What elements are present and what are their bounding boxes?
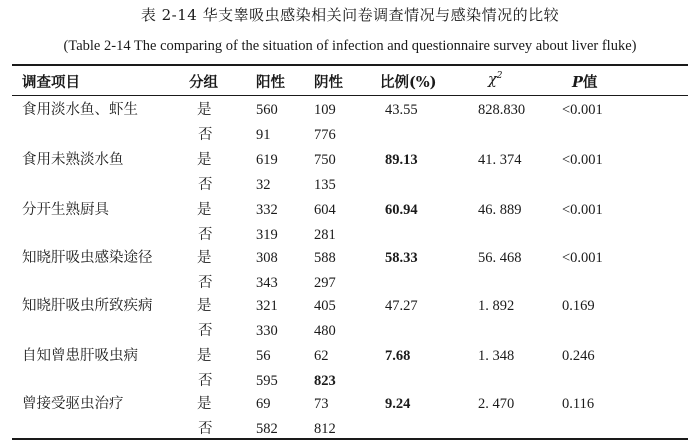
row-p-value: <0.001 — [562, 202, 603, 218]
row-ratio: 43.55 — [385, 102, 418, 118]
row-group-no: 否 — [198, 177, 213, 193]
row-survey-item: 食用未熟淡水鱼 — [22, 152, 124, 168]
row-group-no: 否 — [198, 227, 213, 243]
row-group-yes: 是 — [197, 202, 212, 218]
row-p-value: <0.001 — [562, 102, 603, 118]
row-negative-yes: 62 — [314, 348, 329, 364]
row-survey-item: 食用淡水鱼、虾生 — [22, 102, 138, 118]
row-negative-no: 812 — [314, 421, 336, 437]
header-ratio: 比例(%) — [380, 74, 437, 91]
row-negative-yes: 73 — [314, 396, 329, 412]
row-negative-yes: 604 — [314, 202, 336, 218]
row-p-value: <0.001 — [562, 250, 603, 266]
row-survey-item: 知晓肝吸虫所致疾病 — [22, 298, 153, 314]
p-letter: P — [572, 74, 583, 91]
row-group-no: 否 — [198, 323, 213, 339]
row-group-yes: 是 — [197, 102, 212, 118]
row-negative-yes: 405 — [314, 298, 336, 314]
row-negative-no: 823 — [314, 373, 336, 389]
row-ratio: 60.94 — [385, 202, 418, 218]
row-group-no: 否 — [198, 373, 213, 389]
header-group: 分组 — [189, 74, 218, 91]
row-group-yes: 是 — [197, 348, 212, 364]
row-group-no: 否 — [198, 275, 213, 291]
row-negative-yes: 750 — [314, 152, 336, 168]
row-positive-no: 595 — [256, 373, 278, 389]
row-chi-square: 56. 468 — [478, 250, 522, 266]
row-ratio: 89.13 — [385, 152, 418, 168]
row-chi-square: 41. 374 — [478, 152, 522, 168]
row-positive-no: 582 — [256, 421, 278, 437]
chi-symbol: χ — [488, 71, 497, 88]
row-positive-yes: 560 — [256, 102, 278, 118]
row-negative-no: 776 — [314, 127, 336, 143]
row-chi-square: 1. 348 — [478, 348, 515, 364]
row-ratio: 7.68 — [385, 348, 411, 364]
row-p-value: 0.116 — [562, 396, 595, 412]
row-group-yes: 是 — [197, 396, 212, 412]
row-p-value: 0.169 — [562, 298, 595, 314]
row-positive-no: 32 — [256, 177, 271, 193]
chi-superscript: 2 — [496, 71, 503, 81]
row-positive-yes: 619 — [256, 152, 278, 168]
header-p-value — [572, 71, 597, 92]
row-p-value: <0.001 — [562, 152, 603, 168]
row-survey-item: 知晓肝吸虫感染途径 — [22, 250, 153, 266]
row-group-no: 否 — [198, 421, 213, 437]
row-p-value: 0.246 — [562, 348, 595, 364]
row-negative-no: 135 — [314, 177, 336, 193]
row-chi-square: 46. 889 — [478, 202, 522, 218]
row-positive-yes: 308 — [256, 250, 278, 266]
header-survey-item: 调查项目 — [22, 74, 80, 91]
row-positive-no: 343 — [256, 275, 278, 291]
row-negative-yes: 588 — [314, 250, 336, 266]
table-caption-english: (Table 2-14 The comparing of the situation of infection and questionnaire survey about liver fluke) — [63, 38, 637, 54]
row-survey-item: 曾接受驱虫治疗 — [22, 396, 124, 412]
row-chi-square: 1. 892 — [478, 298, 515, 314]
row-negative-no: 480 — [314, 323, 336, 339]
row-positive-no: 91 — [256, 127, 271, 143]
row-ratio: 9.24 — [385, 396, 411, 412]
row-negative-no: 281 — [314, 227, 336, 243]
row-positive-yes: 69 — [256, 396, 271, 412]
table-header-rule — [12, 95, 688, 96]
p-suffix: 值 — [582, 74, 598, 91]
row-positive-no: 330 — [256, 323, 278, 339]
table-bottom-rule — [12, 438, 688, 440]
row-ratio: 58.33 — [385, 250, 418, 266]
row-chi-square: 828.830 — [478, 102, 526, 118]
row-negative-yes: 109 — [314, 102, 336, 118]
row-group-no: 否 — [198, 127, 213, 143]
row-positive-yes: 332 — [256, 202, 278, 218]
row-group-yes: 是 — [197, 250, 212, 266]
row-negative-no: 297 — [314, 275, 336, 291]
table-caption-chinese: 表 2-14 华支睾吸虫感染相关问卷调查情况与感染情况的比较 — [140, 6, 560, 24]
row-ratio: 47.27 — [385, 298, 418, 314]
row-group-yes: 是 — [197, 152, 212, 168]
row-positive-no: 319 — [256, 227, 278, 243]
row-survey-item: 自知曾患肝吸虫病 — [22, 348, 138, 364]
row-positive-yes: 56 — [256, 348, 271, 364]
row-survey-item: 分开生熟厨具 — [22, 202, 109, 218]
header-chi-square — [488, 71, 503, 88]
header-negative: 阴性 — [314, 74, 343, 91]
row-chi-square: 2. 470 — [478, 396, 515, 412]
row-group-yes: 是 — [197, 298, 212, 314]
row-positive-yes: 321 — [256, 298, 278, 314]
table-top-rule — [12, 64, 688, 66]
header-positive: 阳性 — [256, 74, 285, 91]
